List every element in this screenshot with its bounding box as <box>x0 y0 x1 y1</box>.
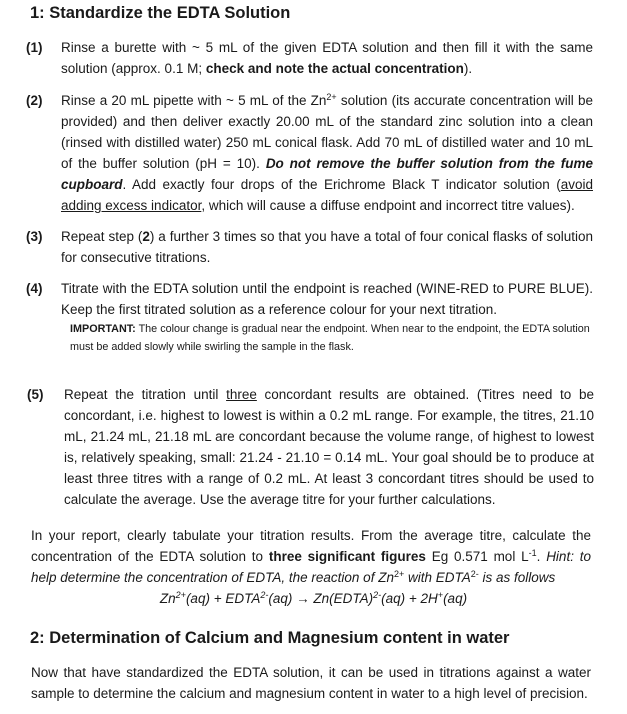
emphasis-bold-italic: Do not remove the buffer solution from the fume cupboard <box>61 156 594 192</box>
hint-text: is as follows <box>478 570 556 585</box>
superscript: 2+ <box>393 569 405 579</box>
equation-term: (aq) + 2H <box>381 591 438 606</box>
section-2-paragraph: Now that have standardized the EDTA solution, it can be used in titrations against a water sample to determine the calcium and magnesium content in water to a high level of precision. <box>31 665 591 701</box>
reaction-equation <box>0 588 627 609</box>
superscript: 2+ <box>175 590 186 600</box>
step-text-part: , which will cause a diffuse endpoint and incorrect titre values). <box>201 198 575 213</box>
step-number: (4) <box>26 281 43 296</box>
emphasis-bold: 2 <box>142 229 150 244</box>
step-text-part: Rinse a 20 mL pipette with ~ 5 mL of the Zn <box>61 93 327 108</box>
step-text-part: ). <box>463 61 473 76</box>
paragraph-text: . <box>536 549 547 564</box>
step-number: (2) <box>26 93 43 108</box>
step-text-part: . Add exactly four drops of the Erichrome Black T indicator solution ( <box>122 177 561 192</box>
equation-term: Zn <box>159 591 176 606</box>
emphasis-underline: avoid adding excess indicator <box>61 177 593 213</box>
section-1-heading: 1: Standardize the EDTA Solution <box>30 4 291 22</box>
step-text-part: Rinse a burette with ~ 5 mL of the given EDTA solution and then fill it with the same solution (approx. 0.1 M; <box>61 40 593 76</box>
equation-term: (aq) <box>443 591 468 606</box>
superscript: 2- <box>470 569 479 579</box>
emphasis-bold: check and note the actual concentration <box>205 61 464 76</box>
superscript: + <box>437 590 444 600</box>
step-text-part: Repeat the titration until <box>64 387 227 402</box>
step-number: (5) <box>27 387 44 402</box>
superscript: 2- <box>260 590 269 600</box>
paragraph-text: In your report, clearly tabulate your titration results. From the average titre, calculate the concentration of the EDTA solution to <box>31 528 591 564</box>
step-text-part: concordant results are obtained. (Titres need to be concordant, i.e. highest to lowest is within a 0.2 mL range. For example, the titres, 21.10 mL, 21.24 mL, 21.18 mL are concordant because the volume range, of highest to lowest is, relatively speaking, small: 21.24 - 21.10 = 0.14 mL. Your goal should be to produce at least three titres with a range of 0.2 mL. At least 3 concordant titres should be used to calculate the average. Use the average titre for your further calculations. <box>64 387 594 507</box>
step-text-part: Repeat step ( <box>61 229 143 244</box>
hint-text: with EDTA <box>404 570 471 585</box>
hint-text: Hint: to help determine the concentration of EDTA, the reaction of Zn <box>31 549 591 585</box>
step-number: (3) <box>26 229 43 244</box>
equation-term: (aq) → Zn(EDTA) <box>268 591 374 606</box>
emphasis-underline: three <box>226 387 257 402</box>
superscript: 2- <box>373 590 382 600</box>
section-2-heading: 2: Determination of Calcium and Magnesium content in water <box>30 629 510 647</box>
superscript: 2+ <box>326 92 337 102</box>
report-paragraph <box>31 525 591 588</box>
paragraph-text: Eg 0.571 mol L <box>425 549 529 564</box>
note-text: The colour change is gradual near the endpoint. When near to the endpoint, the EDTA solution must be added slowly while swirling the sample in the flask. <box>70 323 590 353</box>
step-number: (1) <box>26 40 43 55</box>
step-text <box>61 90 593 216</box>
important-note <box>70 320 590 356</box>
equation-term: (aq) + EDTA <box>185 591 261 606</box>
step-text <box>61 226 593 268</box>
step-text-part: ) a further 3 times so that you have a total of four conical flasks of solution for consecutive titrations. <box>61 229 593 265</box>
emphasis-bold: three significant figures <box>268 549 426 564</box>
step-text-part: solution (its accurate concentration will be provided) and then deliver exactly 20.00 mL of the standard zinc solution into a clean (rinsed with distilled water) 250 mL conical flask. Add 70 mL of distilled water and 10 mL of the buffer solution (pH = 10). <box>61 93 593 171</box>
step-text: Titrate with the EDTA solution until the endpoint is reached (WINE-RED to PURE BLUE). Keep the first titrated solution as a reference colour for your next titration. <box>61 281 593 317</box>
step-text <box>64 384 594 510</box>
superscript: -1 <box>528 548 537 558</box>
note-label: IMPORTANT: <box>70 323 136 335</box>
step-text <box>61 37 593 79</box>
